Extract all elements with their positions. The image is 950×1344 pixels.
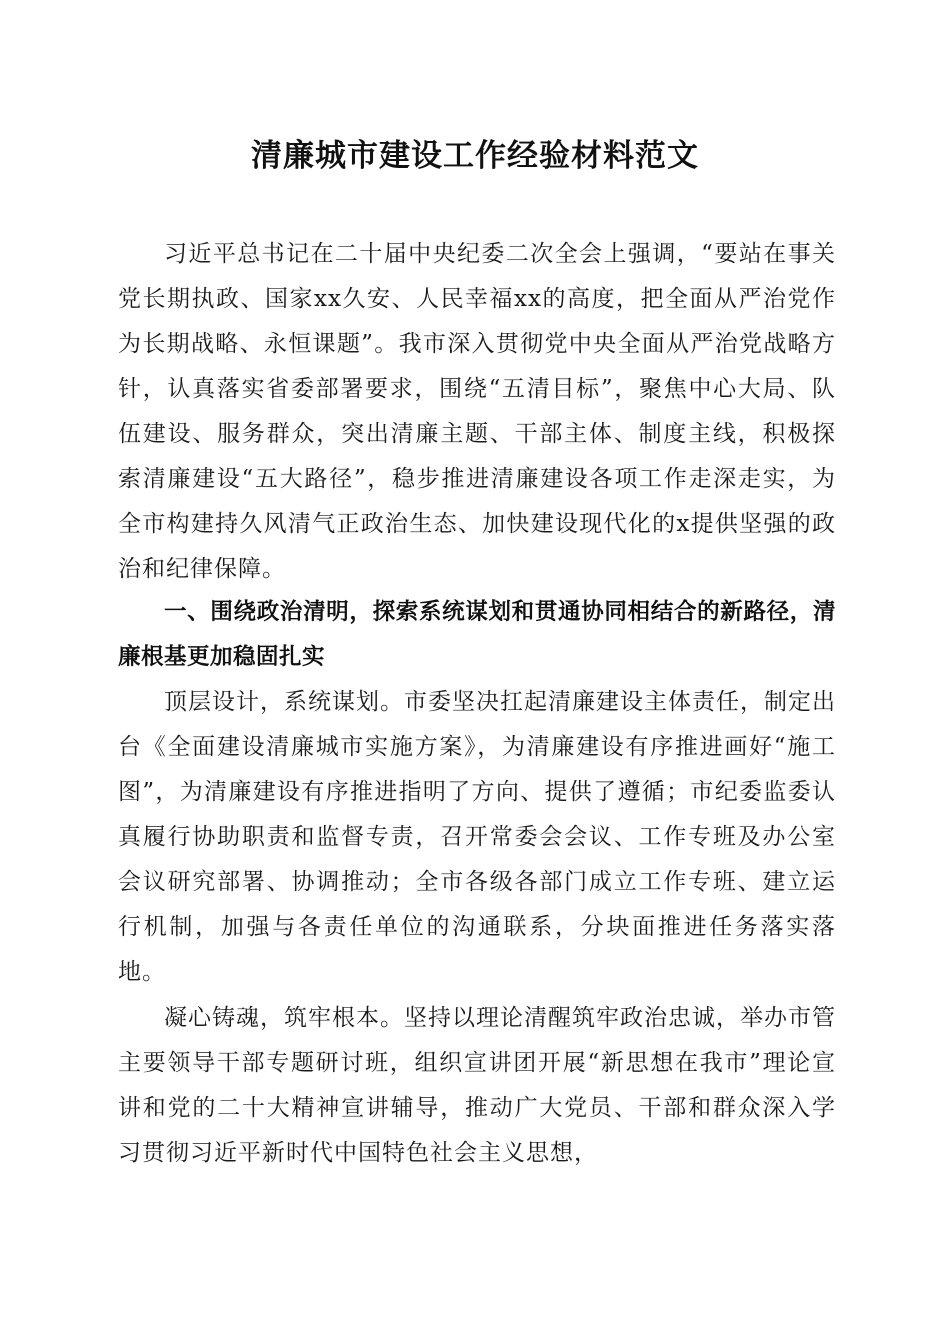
section-heading-1: 一、围绕政治清明，探索系统谋划和贯通协同相结合的新路径，清廉根基更加稳固扎实	[118, 599, 836, 670]
paragraph-soul-building: 凝心铸魂，筑牢根本。坚持以理论清醒筑牢政治忠诚，举办市管主要领导干部专题研讨班，组织宣讲团开展“新思想在我市”理论宣讲和党的二十大精神宣讲辅导，推动广大党员、干部和群众深入学习贯彻习近平新时代中国特色社会主义思想，	[118, 1005, 836, 1166]
document-title: 清廉城市建设工作经验材料范文	[251, 138, 699, 174]
paragraph-top-level-design: 顶层设计，系统谋划。市委坚决扛起清廉建设主体责任，制定出台《全面建设清廉城市实施方案》，为清廉建设有序推进画好“施工图”，为清廉建设有序推进指明了方向、提供了遵循；市纪委监委认真履行协助职责和监督专责，召开常委会会议、工作专班及办公室会议研究部署、协调推动；全市各级各部门成立工作专班、建立运行机制，加强与各责任单位的沟通联系，分块面推进任务落实落地。	[118, 689, 836, 985]
intro-paragraph: 习近平总书记在二十届中央纪委二次全会上强调，“要站在事关党长期执政、国家xx久安、人民幸福xx的高度，把全面从严治党作为长期战略、永恒课题”。我市深入贯彻党中央全面从严治党战略方针，认真落实省委部署要求，围绕“五清目标”，聚焦中心大局、队伍建设、服务群众，突出清廉主题、干部主体、制度主线，积极探索清廉建设“五大路径”，稳步推进清廉建设各项工作走深走实，为全市构建持久风清气正政治生态、加快建设现代化的x提供坚强的政治和纪律保障。	[118, 241, 836, 582]
